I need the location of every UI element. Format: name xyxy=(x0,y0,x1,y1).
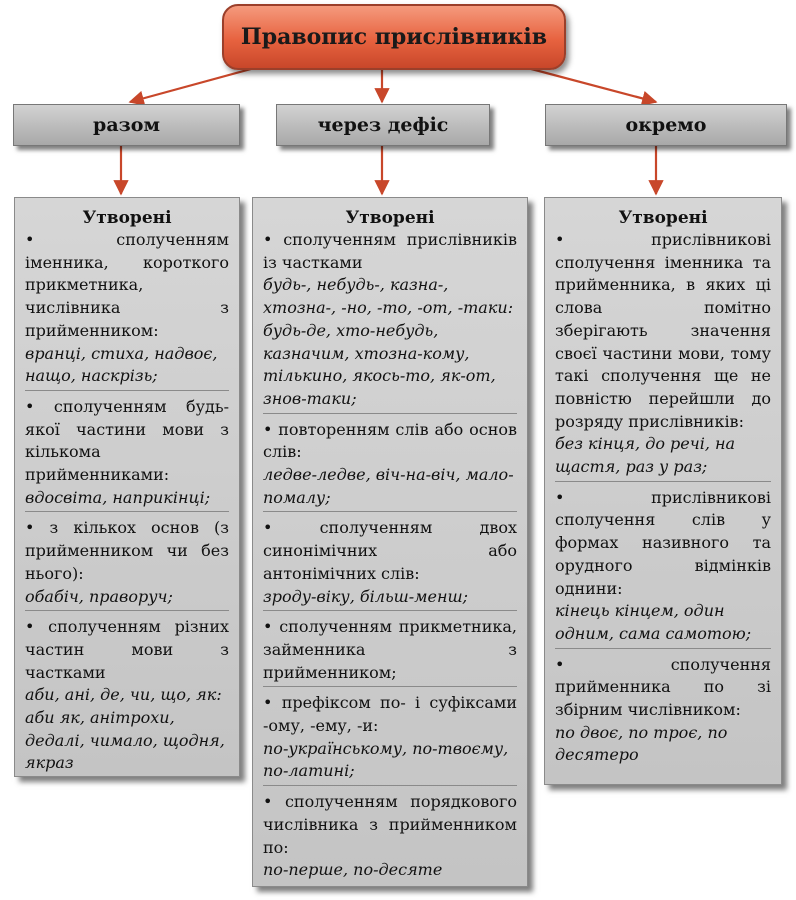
rule-examples: вранці, стиха, надвоє, нащо, наскрізь; xyxy=(25,343,218,386)
list-item xyxy=(25,229,229,388)
rule-examples: вдосвіта, наприкінці; xyxy=(25,487,211,507)
arrow-title-to-okremo xyxy=(520,66,656,102)
divider xyxy=(263,686,517,687)
rule-text: • сполученням різних частин мови з частками xyxy=(25,617,229,682)
rule-examples: по-українському, по-твоєму, по-латині; xyxy=(263,738,509,781)
divider xyxy=(25,511,229,512)
divider xyxy=(25,390,229,391)
rule-text: • сполученням прислівників із частками xyxy=(263,230,517,272)
divider xyxy=(263,785,517,786)
panel-subtitle: Утворені xyxy=(82,208,172,228)
rule-text: • прислівникові сполучення іменника та прийменника, в яких ці слова помітно зберігають значення своєї частини мови, тому такі сполучення ще не повністю перейшли до розряду прислівників: xyxy=(555,230,771,431)
list-item xyxy=(555,487,771,646)
list-item xyxy=(263,616,517,684)
rule-text: • сполучення прийменника по зі збірним числівником: xyxy=(555,654,771,720)
rule-examples: обабіч, праворуч; xyxy=(25,586,173,606)
rule-text: • повторенням слів або основ слів: xyxy=(263,419,517,462)
panel-okremo xyxy=(544,197,782,785)
category-okremo: окремо xyxy=(545,104,787,146)
divider xyxy=(263,610,517,611)
list-item xyxy=(263,692,517,783)
rule-text: • сполученням порядкового числівника з прийменником по: xyxy=(263,792,517,857)
rule-text: • префіксом по- і суфіксами -ому, -ему, -и: xyxy=(263,693,517,736)
arrow-title-to-razom xyxy=(130,66,262,102)
rule-examples: по-перше, по-десяте xyxy=(263,860,443,880)
rule-examples: аби, ані, де, чи, що, як: аби як, анітрохи, дедалі, чимало, щодня, якраз xyxy=(25,685,225,773)
rule-text: • з кількох основ (з прийменником чи без нього): xyxy=(25,518,229,583)
rule-text: • сполученням двох синонімічних або антонімічних слів: xyxy=(263,518,517,583)
rule-examples: будь-, небудь-, казна-, хтозна-, -но, -то, -от, -таки: будь-де, хто-небудь, казначим, хтозна-кому, тількино, якось-то, як-от, знов-таки; xyxy=(263,275,514,408)
divider xyxy=(555,481,771,482)
list-item xyxy=(263,419,517,510)
divider xyxy=(25,610,229,611)
panel-razom xyxy=(14,197,240,777)
rule-examples: зроду-віку, більш-менш; xyxy=(263,586,469,606)
divider xyxy=(263,511,517,512)
list-item xyxy=(263,791,517,882)
panel-subtitle: Утворені xyxy=(618,208,708,228)
list-item xyxy=(25,396,229,510)
panel-cherez-defis xyxy=(252,197,528,887)
list-item xyxy=(555,654,771,768)
rule-text: • сполученням будь-якої частини мови з кількома прийменниками: xyxy=(25,396,229,485)
diagram-title: Правопис прислівників xyxy=(222,4,566,70)
rule-text: • сполученням іменника, короткого прикметника, числівника з прийменником: xyxy=(25,230,229,340)
rule-examples: кінець кінцем, один одним, сама самотою; xyxy=(555,601,752,643)
rule-examples: по двоє, по троє, по десятеро xyxy=(555,722,728,765)
divider xyxy=(263,413,517,414)
list-item xyxy=(555,229,771,479)
rule-text: • прислівникові сполучення слів у формах називного та орудного відмінків однини: xyxy=(555,487,771,598)
list-item xyxy=(25,616,229,775)
category-razom: разом xyxy=(13,104,240,146)
divider xyxy=(555,648,771,649)
list-item xyxy=(263,517,517,608)
list-item xyxy=(25,517,229,608)
list-item xyxy=(263,229,517,411)
category-cherez-defis: через дефіс xyxy=(276,104,490,146)
panel-subtitle: Утворені xyxy=(345,208,435,228)
rule-text: • сполученням прикметника, займенника з прийменником; xyxy=(263,617,517,682)
rule-examples: ледве-ледве, віч-на-віч, мало-помалу; xyxy=(263,465,514,507)
rule-examples: без кінця, до речі, на щастя, раз у раз; xyxy=(555,434,736,477)
